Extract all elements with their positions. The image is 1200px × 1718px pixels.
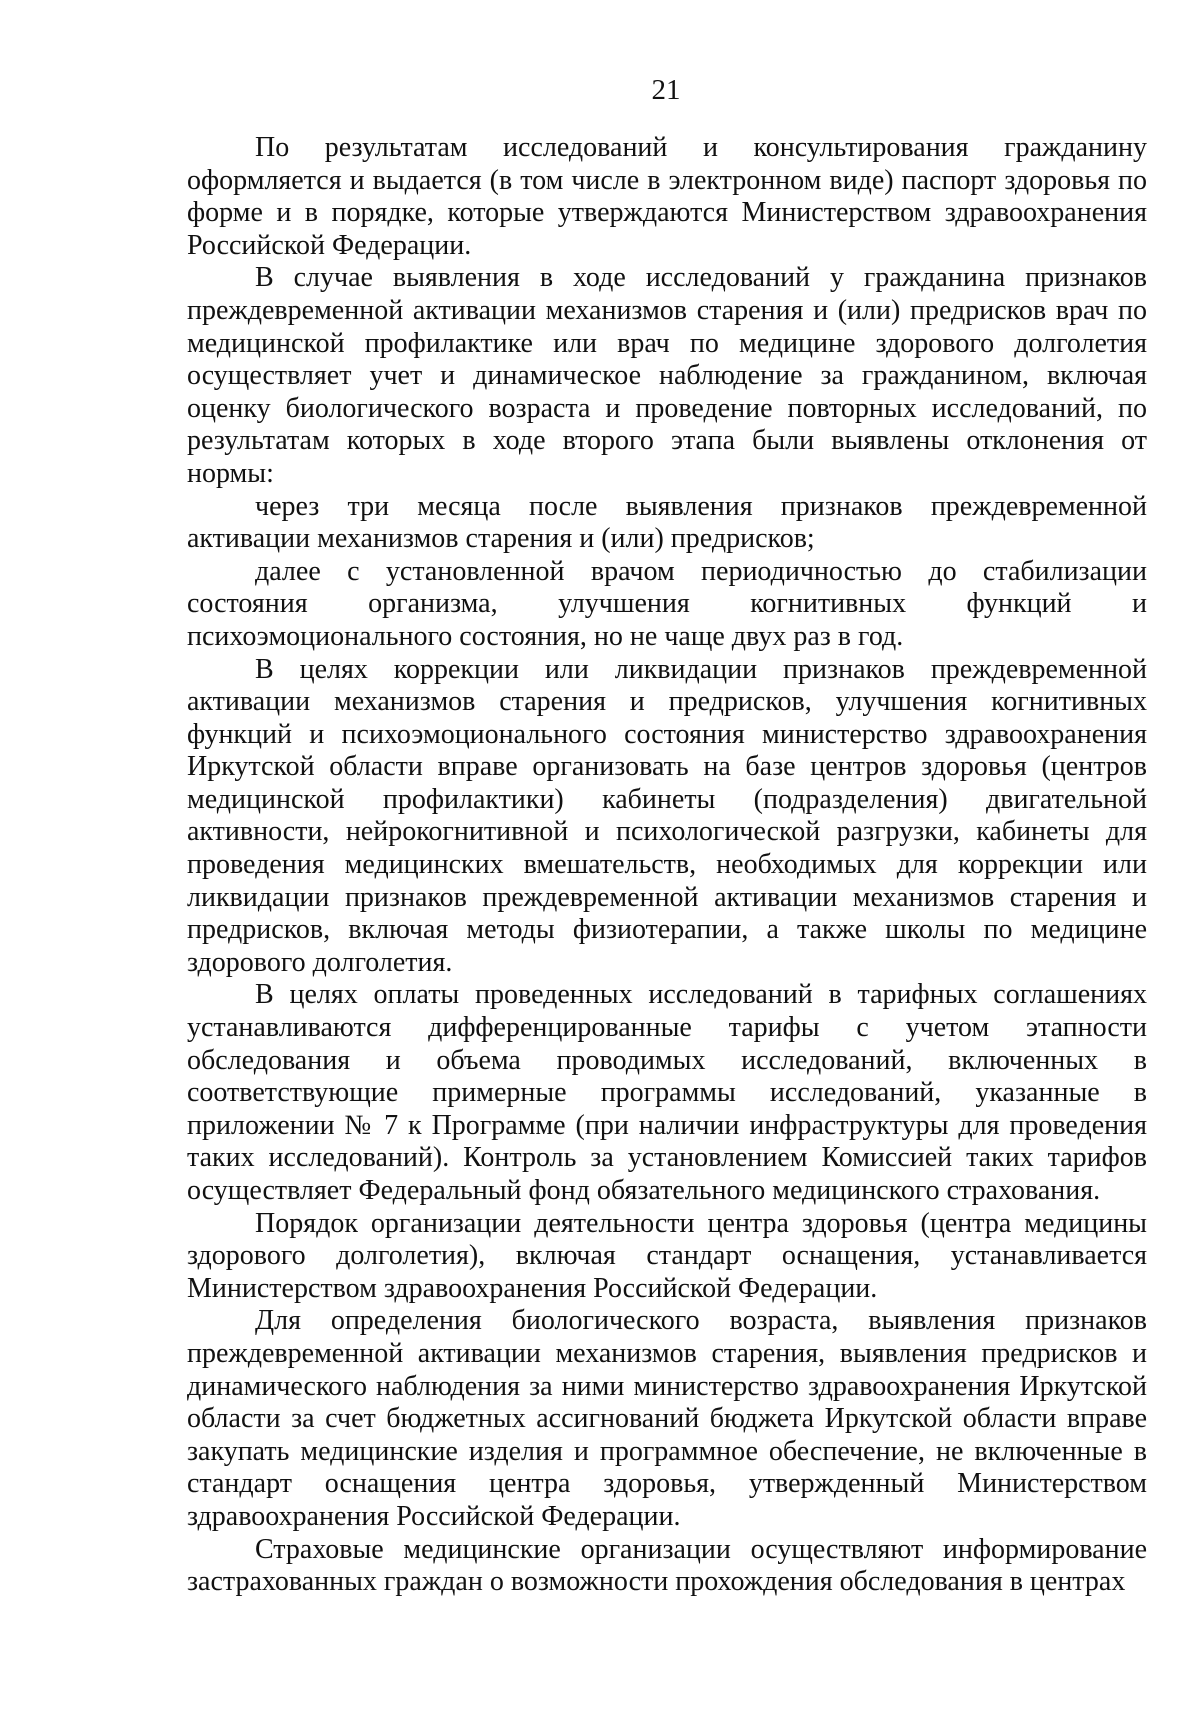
paragraph-dynamic-observation: В случае выявления в ходе исследований у гражданина признаков преждевременной активации механизмов старения и (или) предрисков врач по медицинской профилактике или врач по медицине здорового долголетия осуществляет учет и динамическое наблюдение за гражданином, включая оценку биологического возраста и проведение повторных исследований, по результатам которых в ходе второго этапа были выявлены отклонения от нормы: bbox=[187, 262, 1147, 489]
page-number: 21 bbox=[651, 74, 681, 106]
paragraph-periodicity: далее с установленной врачом периодичностью до стабилизации состояния организма, улучшения когнитивных функций и психоэмоционального состояния, но не чаще двух раз в год. bbox=[187, 555, 1147, 652]
paragraph-correction-cabinets: В целях коррекции или ликвидации признаков преждевременной активации механизмов старения и предрисков, улучшения когнитивных функций и психоэмоционального состояния министерство здравоохранения Иркутской области вправе организовать на базе центров здоровья (центров медицинской профилактики) кабинеты (подразделения) двигательной активности, нейрокогнитивной и психологической разгрузки, кабинеты для проведения медицинских вмешательств, необходимых для коррекции или ликвидации признаков преждевременной активации механизмов старения и предрисков, включая методы физиотерапии, а также школы по медицине здорового долголетия. bbox=[187, 653, 1147, 978]
paragraph-insurance-informing: Страховые медицинские организации осуществляют информирование застрахованных граждан о возможности прохождения обследования в центрах bbox=[187, 1533, 1147, 1598]
document-body bbox=[187, 132, 1147, 1599]
paragraph-tariffs: В целях оплаты проведенных исследований в тарифных соглашениях устанавливаются дифференцированные тарифы с учетом этапности обследования и объема проводимых исследований, включенных в соответствующие примерные программы исследований, указанные в приложении № 7 к Программе (при наличии инфраструктуры для проведения таких исследований). Контроль за установлением Комиссией таких тарифов осуществляет Федеральный фонд обязательного медицинского страхования. bbox=[187, 979, 1147, 1206]
paragraph-health-passport: По результатам исследований и консультирования гражданину оформляется и выдается (в том числе в электронном виде) паспорт здоровья по форме и в порядке, которые утверждаются Министерством здравоохранения Российской Федерации. bbox=[187, 132, 1147, 261]
paragraph-health-center-order: Порядок организации деятельности центра здоровья (центра медицины здорового долголетия), включая стандарт оснащения, устанавливается Министерством здравоохранения Российской Федерации. bbox=[187, 1207, 1147, 1304]
paragraph-three-months: через три месяца после выявления признаков преждевременной активации механизмов старения и (или) предрисков; bbox=[187, 490, 1147, 555]
paragraph-procurement: Для определения биологического возраста, выявления признаков преждевременной активации механизмов старения, выявления предрисков и динамического наблюдения за ними министерство здравоохранения Иркутской области за счет бюджетных ассигнований бюджета Иркутской области вправе закупать медицинские изделия и программное обеспечение, не включенные в стандарт оснащения центра здоровья, утвержденный Министерством здравоохранения Российской Федерации. bbox=[187, 1305, 1147, 1532]
